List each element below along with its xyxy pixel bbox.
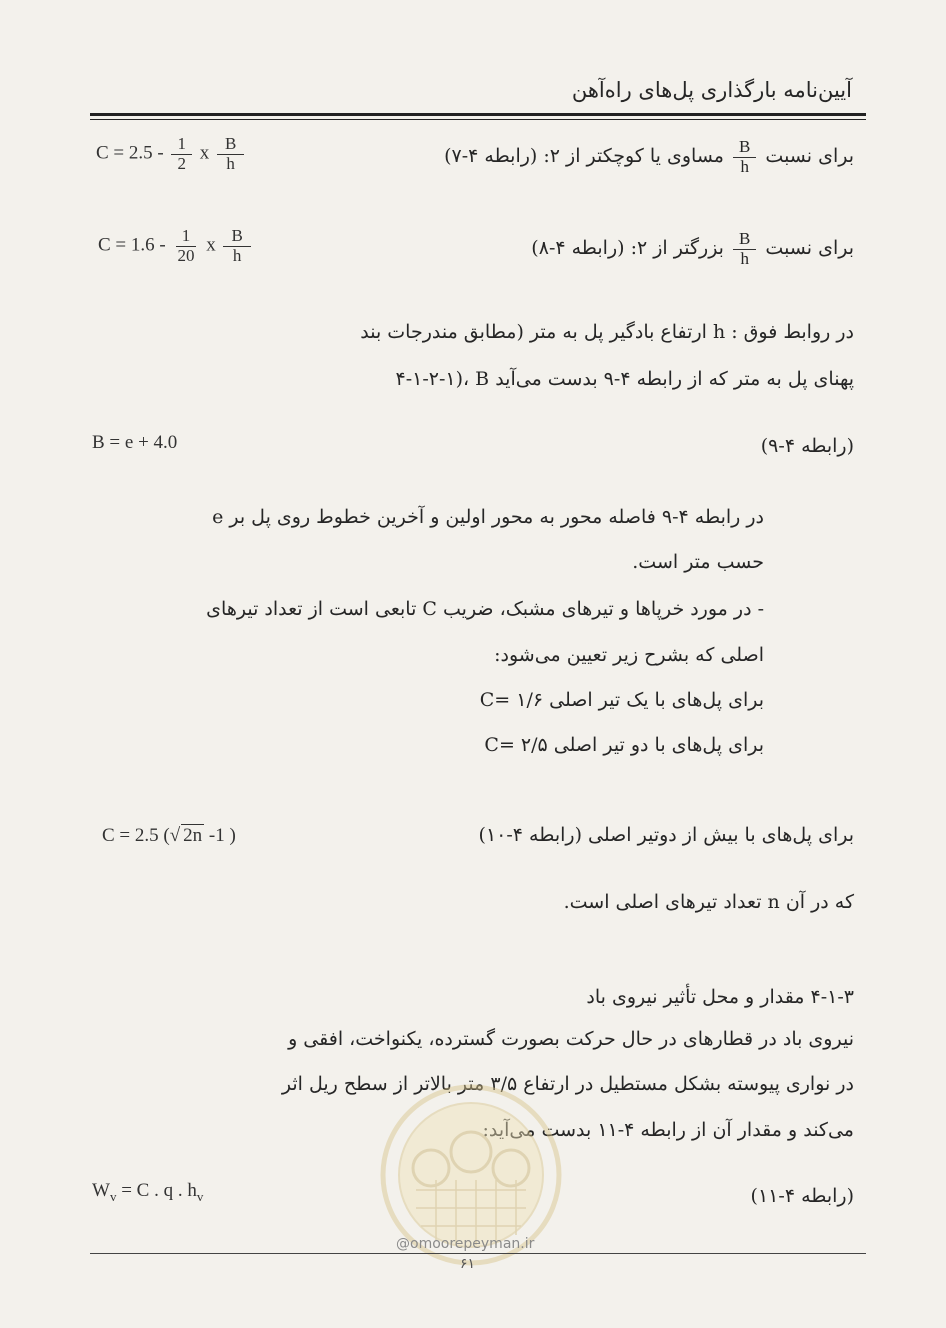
para2-line1: e در رابطه ۴-۹ فاصله محور به محور اولین و آخرین خطوط روی پل بر bbox=[212, 506, 764, 528]
para1-line2: ۴-۱-۲-۱)، B پهنای پل به متر که از رابطه ۴-۹ بدست می‌آید bbox=[395, 368, 854, 390]
eq10-formula-suffix: -1 ) bbox=[208, 825, 236, 846]
eq8-formula-frac2 bbox=[223, 227, 250, 265]
eq8-text-before: برای نسبت bbox=[765, 237, 854, 260]
para2-line5: برای پل‌های با یک تیر اصلی ۱/۶ =C bbox=[479, 689, 764, 711]
eq7-formula-prefix: C = 2.5 - bbox=[96, 142, 164, 164]
eq8-description bbox=[531, 230, 854, 268]
eq7-formula-frac2-den: h bbox=[226, 153, 235, 173]
eq7-formula-frac2-num: B bbox=[217, 135, 244, 155]
eq11-formula-mid: = C . q . h bbox=[121, 1180, 197, 1201]
para2-line2: حسب متر است. bbox=[632, 551, 764, 573]
eq11-formula-w: W bbox=[92, 1180, 110, 1201]
eq10-formula bbox=[102, 824, 236, 847]
radical-sign-icon: √ bbox=[169, 825, 181, 846]
eq8-formula-frac1-den: 20 bbox=[177, 245, 195, 265]
eq9-formula: B = e + 4.0 bbox=[92, 432, 178, 453]
para1-line1: در روابط فوق : h ارتفاع بادگیر پل به متر (مطابق مندرجات بند bbox=[360, 321, 854, 343]
eq7-text-after: مساوی یا کوچکتر از ۲: (رابطه ۴-۷) bbox=[444, 145, 724, 168]
para3-line1: که در آن n تعداد تیرهای اصلی است. bbox=[563, 891, 854, 913]
eq11-label: (رابطه ۴-۱۱) bbox=[750, 1185, 854, 1207]
eq7-text-before: برای نسبت bbox=[765, 145, 854, 168]
eq7-ratio-fraction bbox=[733, 138, 756, 176]
eq8-text-after: بزرگتر از ۲: (رابطه ۴-۸) bbox=[531, 237, 724, 260]
eq8-frac-den: h bbox=[740, 248, 749, 268]
eq9-label: (رابطه ۴-۹) bbox=[760, 435, 854, 457]
eq11-formula-h-sub: v bbox=[196, 1189, 204, 1204]
watermark-url: @omoorepeyman.ir bbox=[396, 1236, 535, 1252]
page-number: ۶۱ bbox=[460, 1256, 476, 1272]
header-rule-thick bbox=[90, 113, 866, 116]
eq8-formula bbox=[98, 227, 254, 265]
eq8-ratio-fraction bbox=[733, 230, 756, 268]
para2-line6: برای پل‌های با دو تیر اصلی ۲/۵ =C bbox=[484, 734, 764, 756]
eq7-formula bbox=[96, 135, 247, 173]
eq10-formula-radicand: 2n bbox=[183, 825, 203, 846]
para2-line4: اصلی که بشرح زیر تعیین می‌شود: bbox=[494, 644, 764, 666]
eq8-formula-prefix: C = 1.6 - bbox=[98, 234, 166, 256]
section-line2: در نواری پیوسته بشکل مستطیل در ارتفاع ۳/۵ متر بالاتر از سطح ریل اثر bbox=[281, 1073, 854, 1095]
eq8-formula-frac1 bbox=[173, 227, 198, 265]
eq7-description bbox=[444, 138, 854, 176]
eq7-formula-frac2 bbox=[217, 135, 244, 173]
eq8-formula-frac2-den: h bbox=[232, 245, 242, 265]
section-line3: می‌کند و مقدار آن از رابطه ۴-۱۱ بدست می‌آید: bbox=[482, 1119, 854, 1141]
eq10-description: برای پل‌های با بیش از دوتیر اصلی (رابطه ۴-۱۰) bbox=[478, 824, 854, 846]
header-rule-thin bbox=[90, 119, 866, 120]
eq11-formula-w-sub: v bbox=[109, 1189, 117, 1204]
eq7-formula-times: x bbox=[199, 142, 210, 164]
running-header: آیین‌نامه بارگذاری پل‌های راه‌آهن bbox=[571, 78, 852, 102]
eq7-frac-den: h bbox=[740, 156, 749, 176]
para2-line3: - در مورد خرپاها و تیرهای مشبک، ضریب C تابعی است از تعداد تیرهای bbox=[206, 598, 764, 620]
section-heading: ۴-۱-۳ مقدار و محل تأثیر نیروی باد bbox=[586, 986, 854, 1008]
eq8-frac-num: B bbox=[733, 230, 756, 250]
eq7-frac-num: B bbox=[733, 138, 756, 158]
footer-rule bbox=[90, 1253, 866, 1254]
eq8-formula-times: x bbox=[206, 234, 216, 256]
eq7-formula-frac1-num: 1 bbox=[171, 135, 192, 155]
eq10-formula-prefix: C = 2.5 ( bbox=[102, 825, 170, 846]
eq8-formula-frac2-num: B bbox=[223, 227, 250, 247]
eq11-formula bbox=[92, 1180, 203, 1205]
eq7-formula-frac1-den: 2 bbox=[177, 153, 186, 173]
section-line1: نیروی باد در قطارهای در حال حرکت بصورت گسترده، یکنواخت، افقی و bbox=[288, 1028, 854, 1050]
eq7-formula-frac1 bbox=[171, 135, 192, 173]
eq8-formula-frac1-num: 1 bbox=[176, 227, 197, 247]
